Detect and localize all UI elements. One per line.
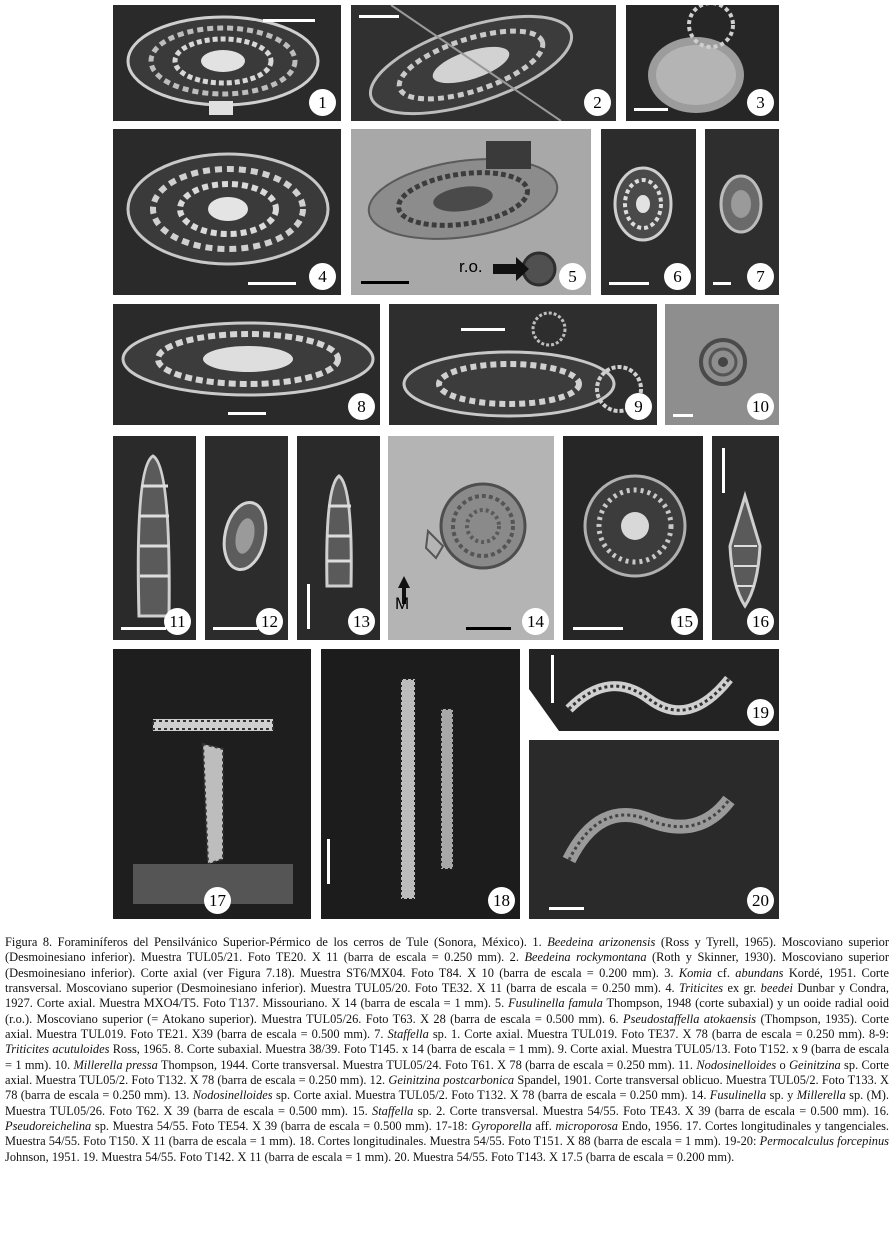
panel-10 <box>665 304 779 425</box>
caption-text: Dunbar y Condra, 1927. Corte axial. Muestra MXO4/T5. Foto T137. Missouriano. X 14 (barra de escala = 1 mm). 5. <box>5 981 889 1011</box>
caption-taxon: Fusulinella famula <box>508 996 603 1011</box>
scale-bar <box>549 907 584 910</box>
caption-taxon: Permocalculus forcepinus <box>759 1134 889 1149</box>
caption-taxon: Pseudostaffella atokaensis <box>623 1011 757 1026</box>
gyroporella-micrograph <box>113 649 311 919</box>
caption-taxon: Nodosinelloides <box>696 1057 777 1072</box>
caption-taxon: Staffella <box>387 1027 429 1042</box>
fusulinid-micrograph <box>351 5 616 121</box>
caption-text: ex gr. <box>723 981 761 996</box>
caption-taxon: Staffella <box>372 1103 414 1118</box>
scale-bar <box>359 15 399 18</box>
scale-bar <box>228 412 266 415</box>
caption-text: (Ross y Tyrell, 1965). Moscoviano superior (Desmoinesiano inferior). Muestra TUL05/21. Foto TE20. X 11 (barra de escala = 0.250 mm). 2. <box>5 935 889 965</box>
caption-taxon: abundans <box>735 965 784 980</box>
fusulinid-micrograph <box>113 129 341 295</box>
permocalculus-micrograph <box>529 649 779 731</box>
panel-number: 15 <box>671 608 698 635</box>
caption-taxon: Komia <box>678 965 712 980</box>
panel-number: 3 <box>747 89 774 116</box>
caption-text: Thompson, 1944. Corte transversal. Muestra TUL05/24. Foto T61. X 78 (barra de escala = 0.250 mm). 11. <box>157 1057 697 1072</box>
panel-number: 12 <box>256 608 283 635</box>
panel-19 <box>529 649 779 731</box>
caption-taxon: beedei <box>760 981 793 996</box>
panel-11 <box>113 436 196 640</box>
panel-8 <box>113 304 380 425</box>
panel-7 <box>705 129 779 295</box>
caption-taxon: Millerella pressa <box>73 1057 158 1072</box>
panel-number: 6 <box>664 263 691 290</box>
panel-number: 17 <box>204 887 231 914</box>
caption-text: sp. Corte axial. Muestra TUL05/2. Foto T132. X 78 (barra de escala = 0.250 mm). 14. <box>272 1088 710 1103</box>
permocalculus-micrograph <box>529 740 779 919</box>
caption-taxon: Geinitzina postcarbonica <box>388 1073 515 1088</box>
caption-taxon: Gyroporella <box>471 1119 532 1134</box>
caption-text: Spandel, 1901. Corte transversal oblicuo. Muestra TUL05/2. Foto T133. X 78 (barra de escala = 0.250 mm). 13. <box>5 1073 889 1103</box>
fusulinid-micrograph <box>113 5 341 121</box>
caption-taxon: Pseudoreichelina <box>5 1119 92 1134</box>
annotation-ro: r.o. <box>459 257 483 276</box>
panel-number: 10 <box>747 393 774 420</box>
scale-bar <box>307 584 310 629</box>
panel-15 <box>563 436 703 640</box>
scale-bar <box>573 627 623 630</box>
panel-16 <box>712 436 779 640</box>
panel-2 <box>351 5 616 121</box>
panel-number: 5 <box>559 263 586 290</box>
caption-taxon: microporosa <box>555 1119 618 1134</box>
annotation-m: M <box>395 594 410 613</box>
panel-14 <box>388 436 554 640</box>
scale-bar <box>263 19 315 22</box>
gyroporella-micrograph <box>321 649 520 919</box>
scale-bar <box>327 839 330 884</box>
panel-13 <box>297 436 380 640</box>
caption-text: (Roth y Skinner, 1930). Moscoviano superior (Desmoinesiano inferior). Corte axial (ver Figura 7.18). Muestra ST6/MX04. Foto T84. X 10 (barra de escala = 0.200 mm). 3. <box>5 950 889 980</box>
panel-number: 13 <box>348 608 375 635</box>
caption-text: sp. 2. Corte transversal. Muestra 54/55. Foto TE43. X 39 (barra de escala = 0.500 mm). 16. <box>413 1103 889 1118</box>
caption-taxon: Triticites acutuloides <box>5 1042 110 1057</box>
scale-bar <box>673 414 693 417</box>
scale-bar <box>722 448 725 493</box>
scale-bar <box>461 328 505 331</box>
caption-taxon: Millerella <box>796 1088 846 1103</box>
caption-text: Kordé, 1951. Corte transversal. Moscoviano superior (Desmoinesiano inferior). Muestra TUL05/20. Foto TE32. X 11 (barra de escala = 0.250 mm). 4. <box>5 965 890 996</box>
panel-20 <box>529 740 779 919</box>
panel-number: 20 <box>747 887 774 914</box>
panel-12 <box>205 436 288 640</box>
caption-text: sp. y <box>766 1088 797 1103</box>
caption-taxon: Triticites <box>679 981 724 996</box>
figure-caption <box>5 935 889 1165</box>
panel-18 <box>321 649 520 919</box>
panel-number: 19 <box>747 699 774 726</box>
caption-taxon: Fusulinella <box>709 1088 767 1103</box>
panel-number: 14 <box>522 608 549 635</box>
caption-taxon: Beedeina rockymontana <box>524 950 647 965</box>
scale-bar <box>634 108 668 111</box>
scale-bar <box>361 281 409 284</box>
panel-number: 7 <box>747 263 774 290</box>
caption-text: sp. Muestra 54/55. Foto TE54. X 39 (barra de escala = 0.500 mm). 17-18: <box>91 1119 472 1134</box>
caption-text: Thompson, 1948 (corte subaxial) y un ooide radial ooid (r.o.). Moscoviano superior (= Atokano superior). Muestra TUL05/26. Foto T63. X 28 (barra de escala = 0.500 mm). 6. <box>5 996 889 1026</box>
caption-text: cf. <box>711 965 736 980</box>
caption-text: Johnson, 1951. 19. Muestra 54/55. Foto T142. X 11 (barra de escala = 1 mm). 20. Muestra 54/55. Foto T143. X 17.5 (barra de escala = 0.200 mm). <box>5 1149 735 1164</box>
scale-bar <box>609 282 649 285</box>
panel-1 <box>113 5 341 121</box>
panel-number: 4 <box>309 263 336 290</box>
scale-bar <box>248 282 296 285</box>
panel-6 <box>601 129 696 295</box>
triticites-micrograph <box>389 304 657 425</box>
caption-text: sp. 1. Corte axial. Muestra TUL019. Foto TE37. X 78 (barra de escala = 0.250 mm). 8-9: <box>428 1027 889 1042</box>
panel-number: 9 <box>625 393 652 420</box>
caption-text: sp. (M). Muestra TUL05/26. Foto T62. X 39 (barra de escala = 0.500 mm). 15. <box>5 1088 890 1118</box>
panel-3 <box>626 5 779 121</box>
scale-bar <box>466 627 511 630</box>
panel-number: 16 <box>747 608 774 635</box>
caption-taxon: Geinitzina <box>789 1057 841 1072</box>
panel-4 <box>113 129 341 295</box>
scale-bar <box>713 282 731 285</box>
panel-number: 2 <box>584 89 611 116</box>
caption-text: sp. Corte axial. Muestra TUL05/2. Foto T132. X 78 (barra de escala = 0.250 mm). 12. <box>5 1057 890 1088</box>
scale-bar <box>121 627 166 630</box>
scale-bar <box>213 627 258 630</box>
panel-number: 18 <box>488 887 515 914</box>
caption-text: (Thompson, 1935). Corte axial. Muestra TUL019. Foto TE21. X39 (barra de escala = 0.500 mm). 7. <box>5 1011 890 1042</box>
panel-17 <box>113 649 311 919</box>
caption-text: aff. <box>531 1119 556 1134</box>
panel-9 <box>389 304 657 425</box>
panel-number: 8 <box>348 393 375 420</box>
scale-bar <box>551 655 554 703</box>
caption-text: o <box>776 1057 790 1072</box>
panel-5 <box>351 129 591 295</box>
triticites-micrograph <box>113 304 380 425</box>
panel-number: 11 <box>164 608 191 635</box>
caption-text: Figura 8. Foraminíferos del Pensilvánico Superior-Pérmico de los cerros de Tule (Sonora, México). 1. <box>5 935 548 949</box>
panel-number: 1 <box>309 89 336 116</box>
caption-taxon: Beedeina arizonensis <box>547 935 656 949</box>
caption-text: Endo, 1956. 17. Cortes longitudinales y tangenciales. Muestra 54/55. Foto T150. X 11 (barra de escala = 1 mm). 18. Cortes longitudinales. Muestra 54/55. Foto T151. X 88 (barra de escala = 1 mm). 19-20: <box>5 1119 889 1149</box>
caption-taxon: Nodosinelloides <box>192 1088 273 1103</box>
caption-text: Ross, 1965. 8. Corte subaxial. Muestra 38/39. Foto T145. x 14 (barra de escala = 1 mm). 9. Corte axial. Muestra TUL05/13. Foto T152. x 9 (barra de escala = 1 mm). 10. <box>5 1042 889 1072</box>
